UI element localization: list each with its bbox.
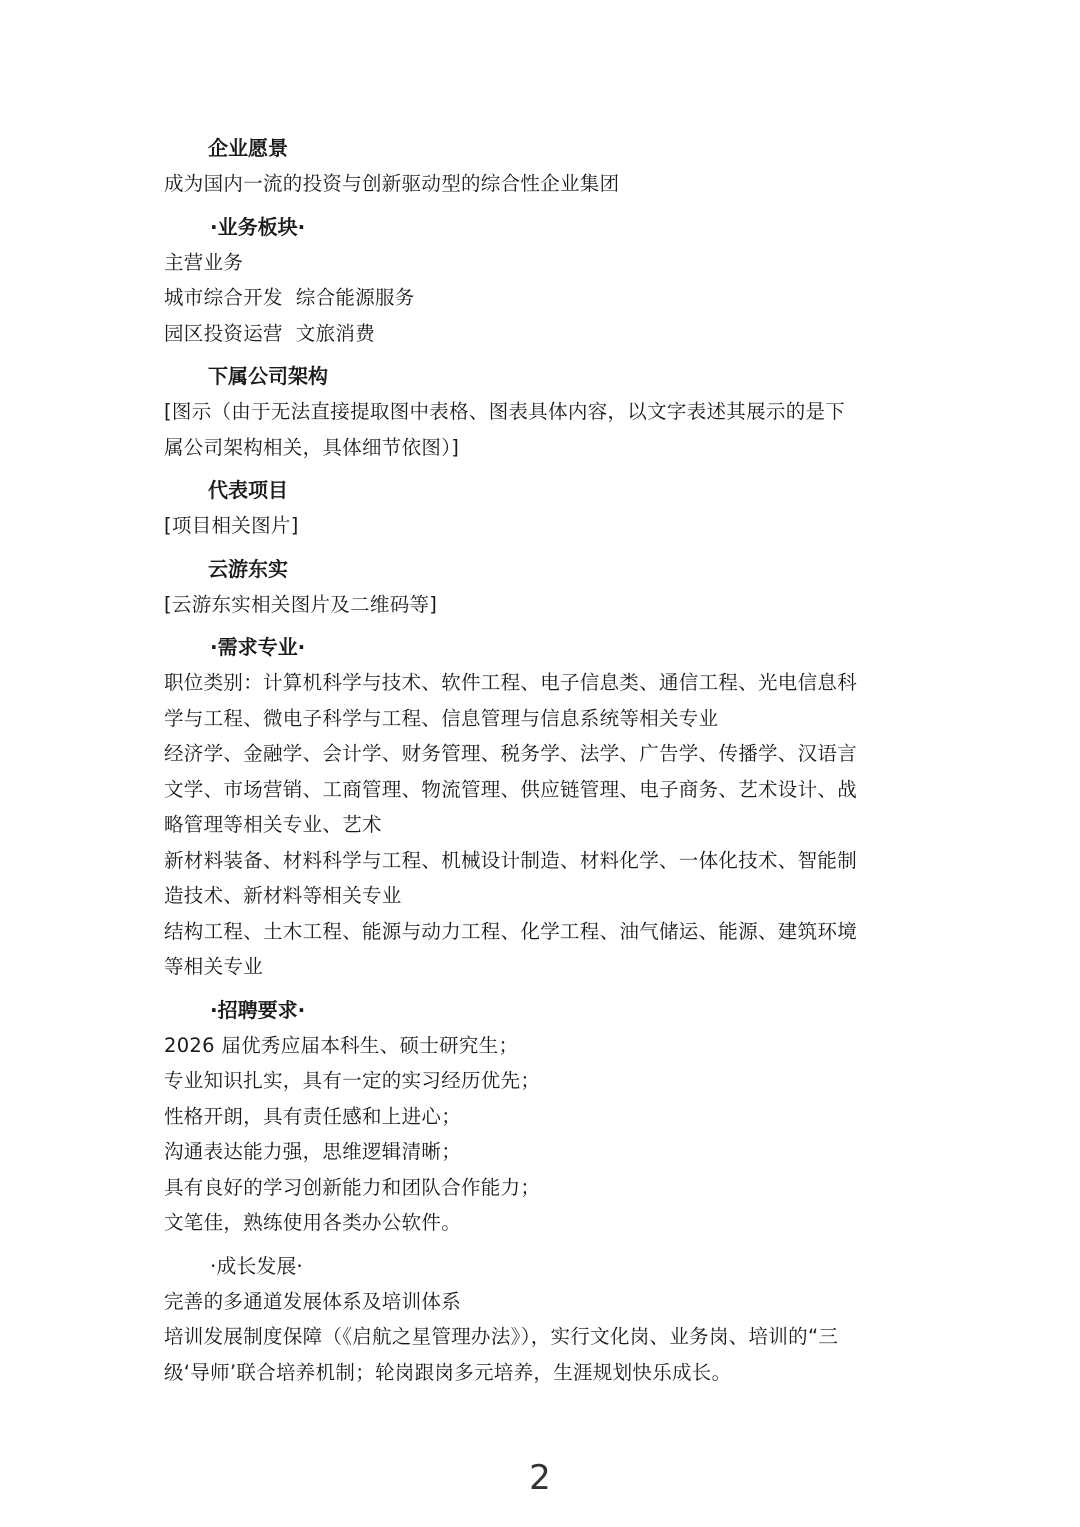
majors-line: 文学、市场营销、工商管理、物流管理、供应链管理、电子商务、艺术设计、战 — [164, 777, 858, 801]
growth-line: 完善的多通道发展体系及培训体系 — [164, 1289, 462, 1313]
heading-requirements: ·招聘要求· — [210, 997, 306, 1022]
majors-line: 学与工程、微电子科学与工程、信息管理与信息系统等相关专业 — [164, 706, 719, 730]
majors-line: 职位类别：计算机科学与技术、软件工程、电子信息类、通信工程、光电信息科 — [164, 671, 858, 694]
heading-tour: 云游东实 — [208, 556, 288, 581]
business-line: 城市综合开发 综合能源服务 — [164, 286, 415, 309]
subsidiaries-line: 属公司架构相关，具体细节依图）] — [164, 435, 460, 459]
majors-line: 新材料装备、材料科学与工程、机械设计制造、材料化学、一体化技术、智能制 — [164, 848, 858, 872]
subsidiaries-line: [图示（由于无法直接提取图中表格、图表具体内容，以文字表述其展示的是下 — [164, 400, 846, 423]
heading-projects: 代表项目 — [208, 478, 288, 502]
tour-line: [云游东实相关图片及二维码等] — [164, 592, 438, 616]
heading-majors: ·需求专业· — [210, 635, 306, 659]
requirements-line: 2026 届优秀应届本科生、硕士研究生； — [164, 1033, 519, 1057]
heading-growth: ·成长发展· — [210, 1253, 303, 1278]
vision-line: 成为国内一流的投资与创新驱动型的综合性企业集团 — [164, 172, 620, 195]
document-body — [164, 132, 924, 1390]
majors-line: 略管理等相关专业、艺术 — [164, 813, 382, 836]
requirements-line: 沟通表达能力强，思维逻辑清晰； — [164, 1140, 462, 1163]
growth-line: 培训发展制度保障（《启航之星管理办法》），实行文化岗、业务岗、培训的“三 — [164, 1325, 839, 1348]
heading-subsidiaries: 下属公司架构 — [208, 364, 328, 388]
majors-line: 等相关专业 — [164, 955, 264, 978]
heading-business: ·业务板块· — [210, 214, 306, 239]
majors-line: 经济学、金融学、会计学、财务管理、税务学、法学、广告学、传播学、汉语言 — [164, 742, 858, 765]
requirements-line: 具有良好的学习创新能力和团队合作能力； — [164, 1175, 541, 1199]
requirements-line: 专业知识扎实，具有一定的实习经历优先； — [164, 1069, 541, 1092]
projects-line: [项目相关图片] — [164, 514, 299, 537]
majors-line: 造技术、新材料等相关专业 — [164, 884, 402, 907]
majors-line: 结构工程、土木工程、能源与动力工程、化学工程、油气储运、能源、建筑环境 — [164, 919, 858, 943]
requirements-line: 性格开朗，具有责任感和上进心； — [164, 1104, 462, 1128]
page-number: 2 — [529, 1458, 551, 1498]
growth-line: 级‘导师’联合培养机制；轮岗跟岗多元培养，生涯规划快乐成长。 — [164, 1360, 732, 1384]
heading-vision: 企业愿景 — [208, 136, 288, 160]
business-line: 园区投资运营 文旅消费 — [164, 321, 375, 345]
requirements-line: 文笔佳，熟练使用各类办公软件。 — [164, 1211, 462, 1234]
business-line: 主营业务 — [164, 250, 244, 274]
